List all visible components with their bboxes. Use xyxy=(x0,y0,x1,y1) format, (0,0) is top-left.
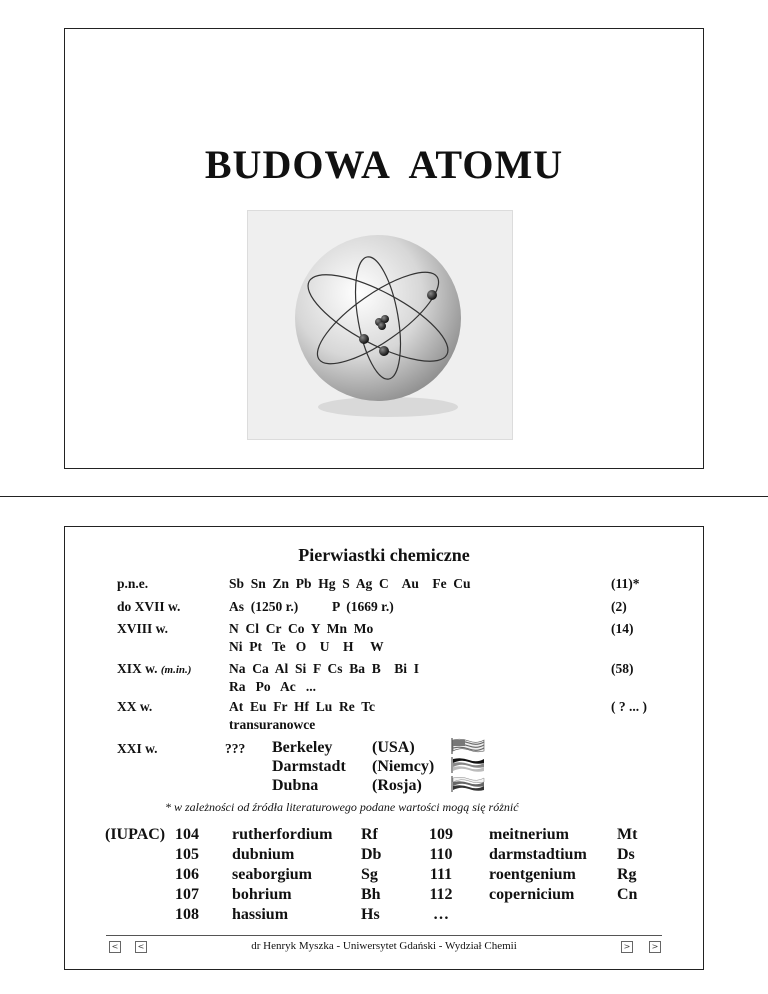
slide-elements xyxy=(64,526,704,970)
atomic-number: 111 xyxy=(429,866,453,883)
footnote: * w zależności od źródła literaturowego podane wartości mogą się różnić xyxy=(165,800,519,814)
element-name: copernicium xyxy=(489,886,575,903)
element-name: rutherfordium xyxy=(232,826,333,843)
era-label xyxy=(117,661,191,678)
nav-last-button[interactable]: > xyxy=(649,941,661,953)
element-list: Ra Po Ac ... xyxy=(229,679,316,694)
lab-country: (Rosja) xyxy=(372,777,422,794)
element-symbol: Hs xyxy=(361,906,380,923)
element-symbol: Mt xyxy=(617,826,638,843)
element-list: Sb Sn Zn Pb Hg S Ag C Au Fe Cu xyxy=(229,576,471,591)
era-label: XX w. xyxy=(117,699,153,714)
element-name: roentgenium xyxy=(489,866,576,883)
atomic-number: 106 xyxy=(175,866,199,883)
element-count: (58) xyxy=(611,661,634,676)
nav-prev-button[interactable]: < xyxy=(135,941,147,953)
element-list: At Eu Fr Hf Lu Re Tc xyxy=(229,699,376,714)
iupac-label: (IUPAC) xyxy=(105,826,166,843)
element-symbol: Db xyxy=(361,846,382,863)
era-label: XXI w. xyxy=(117,741,158,756)
element-name: meitnerium xyxy=(489,826,569,843)
lab-city: Darmstadt xyxy=(272,758,346,775)
lab-city: Dubna xyxy=(272,777,319,794)
footer-rule xyxy=(106,935,662,936)
era-label: p.n.e. xyxy=(117,576,149,591)
element-symbol: Sg xyxy=(361,866,378,883)
element-name: hassium xyxy=(232,906,289,923)
element-count: (11)* xyxy=(611,576,640,591)
element-symbol: Ds xyxy=(617,846,635,863)
element-count: ( ? ... ) xyxy=(611,699,647,714)
element-count: (2) xyxy=(611,599,627,614)
era-label: do XVII w. xyxy=(117,599,181,614)
era-text: XIX w. xyxy=(117,661,158,676)
russia-flag-icon xyxy=(451,776,485,792)
element-list: Na Ca Al Si F Cs Ba B Bi I xyxy=(229,661,420,676)
footer-credit: dr Henryk Myszka - Uniwersytet Gdański - Wydział Chemii xyxy=(251,940,517,952)
element-name: seaborgium xyxy=(232,866,312,883)
atomic-number: 109 xyxy=(429,826,453,843)
atomic-number: 104 xyxy=(175,826,199,843)
slide-heading: Pierwiastki chemiczne xyxy=(298,545,470,565)
atomic-number: … xyxy=(433,906,449,923)
nav-first-button[interactable]: < xyxy=(109,941,121,953)
element-list: transuranowce xyxy=(229,717,316,732)
era-label: XVIII w. xyxy=(117,621,169,636)
element-list: ??? xyxy=(225,741,246,756)
slide-heading: BUDOWA ATOMU xyxy=(204,142,564,187)
element-name: bohrium xyxy=(232,886,292,903)
atomic-number: 107 xyxy=(175,886,199,903)
element-name: darmstadtium xyxy=(489,846,587,863)
nav-next-button[interactable]: > xyxy=(621,941,633,953)
atomic-number: 105 xyxy=(175,846,199,863)
element-symbol: Rg xyxy=(617,866,637,883)
element-symbol: Bh xyxy=(361,886,381,903)
atomic-number: 110 xyxy=(429,846,453,863)
lab-country: (Niemcy) xyxy=(372,758,435,775)
element-symbol: Rf xyxy=(361,826,378,843)
element-list: Ni Pt Te O U H W xyxy=(229,639,384,654)
element-symbol: Cn xyxy=(617,886,638,903)
slide-title xyxy=(64,28,704,469)
element-list: As (1250 r.) P (1669 r.) xyxy=(229,599,394,614)
atomic-number: 108 xyxy=(175,906,199,923)
germany-flag-icon xyxy=(451,757,485,773)
atom-illustration xyxy=(247,210,513,440)
era-note: (m.in.) xyxy=(160,664,192,676)
lab-city: Berkeley xyxy=(272,739,333,756)
element-count: (14) xyxy=(611,621,634,636)
atomic-number: 112 xyxy=(429,886,453,903)
page-divider xyxy=(0,496,768,497)
lab-country: (USA) xyxy=(372,739,415,756)
usa-flag-icon xyxy=(451,738,485,754)
element-list: N Cl Cr Co Y Mn Mo xyxy=(229,621,374,636)
element-name: dubnium xyxy=(232,846,295,863)
